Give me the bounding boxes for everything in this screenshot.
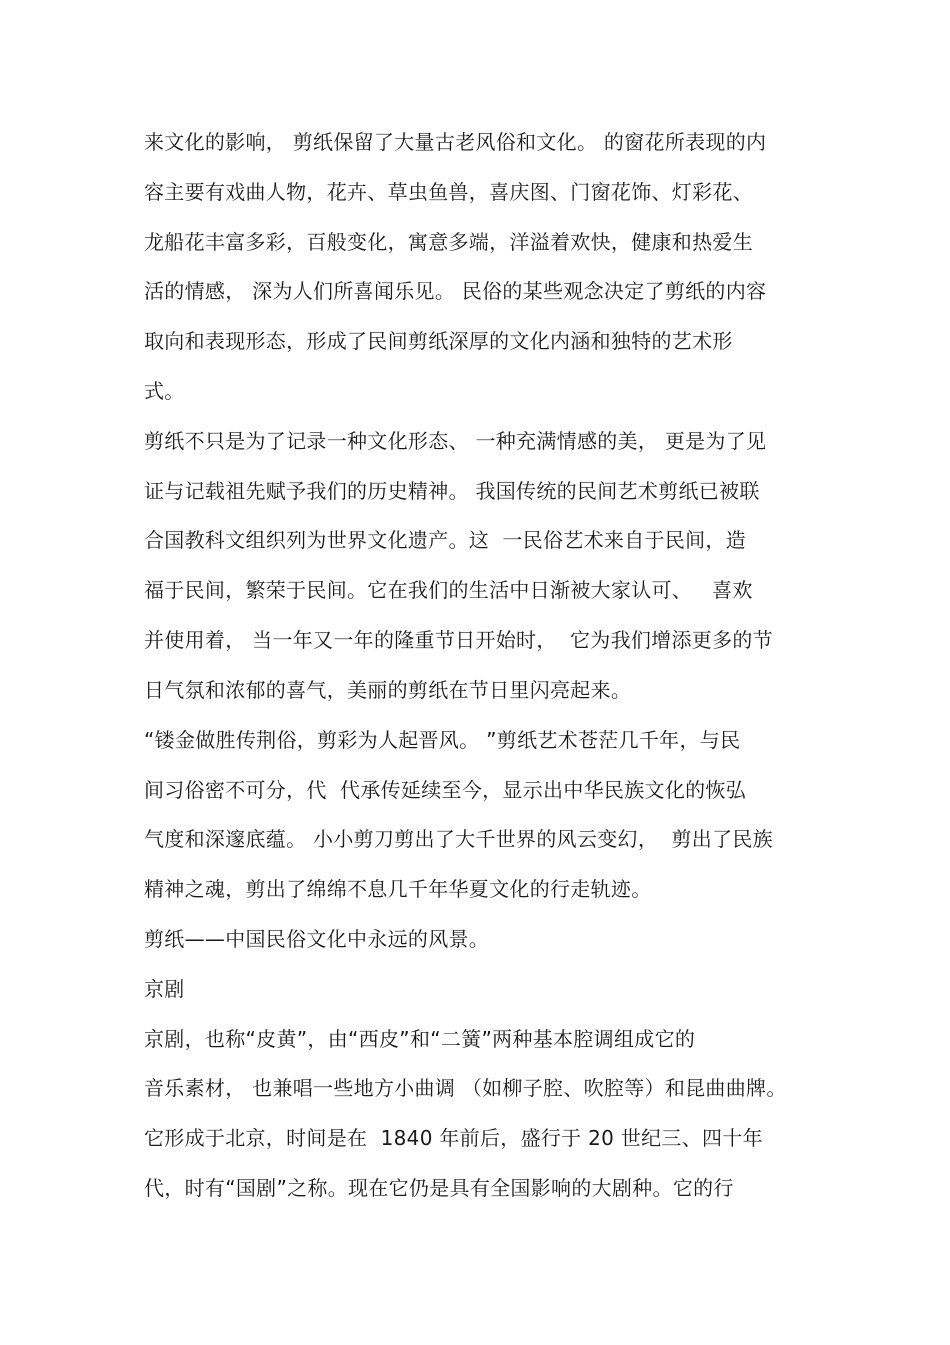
text-line: 日气氛和浓郁的喜气，美丽的剪纸在节日里闪亮起来。 bbox=[144, 678, 632, 702]
text-line: 京剧，也称“皮黄”，由“西皮”和“二簧”两种基本腔调组成它的 bbox=[144, 1027, 696, 1051]
text-line: 福于民间，繁荣于民间。它在我们的生活中日渐被大家认可、 喜欢 bbox=[144, 578, 753, 602]
text-line: 精神之魂，剪出了绵绵不息几千年华夏文化的行走轨迹。 bbox=[144, 877, 652, 901]
text-line: “镂金做胜传荆俗，剪彩为人起晋风。 ”剪纸艺术苍茫几千年，与民 bbox=[144, 728, 741, 752]
text-line: 代，时有“国剧”之称。现在它仍是具有全国影响的大剧种。它的行 bbox=[144, 1176, 734, 1200]
text-line: 剪纸——中国民俗文化中永远的风景。 bbox=[144, 927, 490, 951]
text-line: 间习俗密不可分，代 代承传延续至今，显示出中华民族文化的恢弘 bbox=[144, 778, 747, 802]
text-line: 它形成于北京，时间是在 1840 年前后，盛行于 20 世纪三、四十年 bbox=[144, 1126, 763, 1150]
text-line: 并使用着， 当一年又一年的隆重节日开始时， 它为我们增添更多的节 bbox=[144, 628, 773, 652]
text-line: 龙船花丰富多彩，百般变化，寓意多端，洋溢着欢快，健康和热爱生 bbox=[144, 230, 753, 254]
section-heading: 京剧 bbox=[144, 977, 185, 1001]
text-line: 音乐素材， 也兼唱一些地方小曲调 （如柳子腔、吹腔等）和昆曲曲牌。 bbox=[144, 1076, 787, 1100]
text-line: 气度和深邃底蕴。 小小剪刀剪出了大千世界的风云变幻， 剪出了民族 bbox=[144, 827, 773, 851]
text-line: 剪纸不只是为了记录一种文化形态、 一种充满情感的美， 更是为了见 bbox=[144, 429, 767, 453]
text-line: 式。 bbox=[144, 379, 185, 403]
text-line: 取向和表现形态，形成了民间剪纸深厚的文化内涵和独特的艺术形 bbox=[144, 329, 733, 353]
text-line: 活的情感， 深为人们所喜闻乐见。 民俗的某些观念决定了剪纸的内容 bbox=[144, 279, 767, 303]
text-line: 来文化的影响， 剪纸保留了大量古老风俗和文化。 的窗花所表现的内 bbox=[144, 130, 767, 154]
text-line: 合国教科文组织列为世界文化遗产。这 一民俗艺术来自于民间，造 bbox=[144, 528, 747, 552]
text-line: 证与记载祖先赋予我们的历史精神。 我国传统的民间艺术剪纸已被联 bbox=[144, 479, 760, 503]
text-line: 容主要有戏曲人物，花卉、草虫鱼兽，喜庆图、门窗花饰、灯彩花、 bbox=[144, 180, 753, 204]
